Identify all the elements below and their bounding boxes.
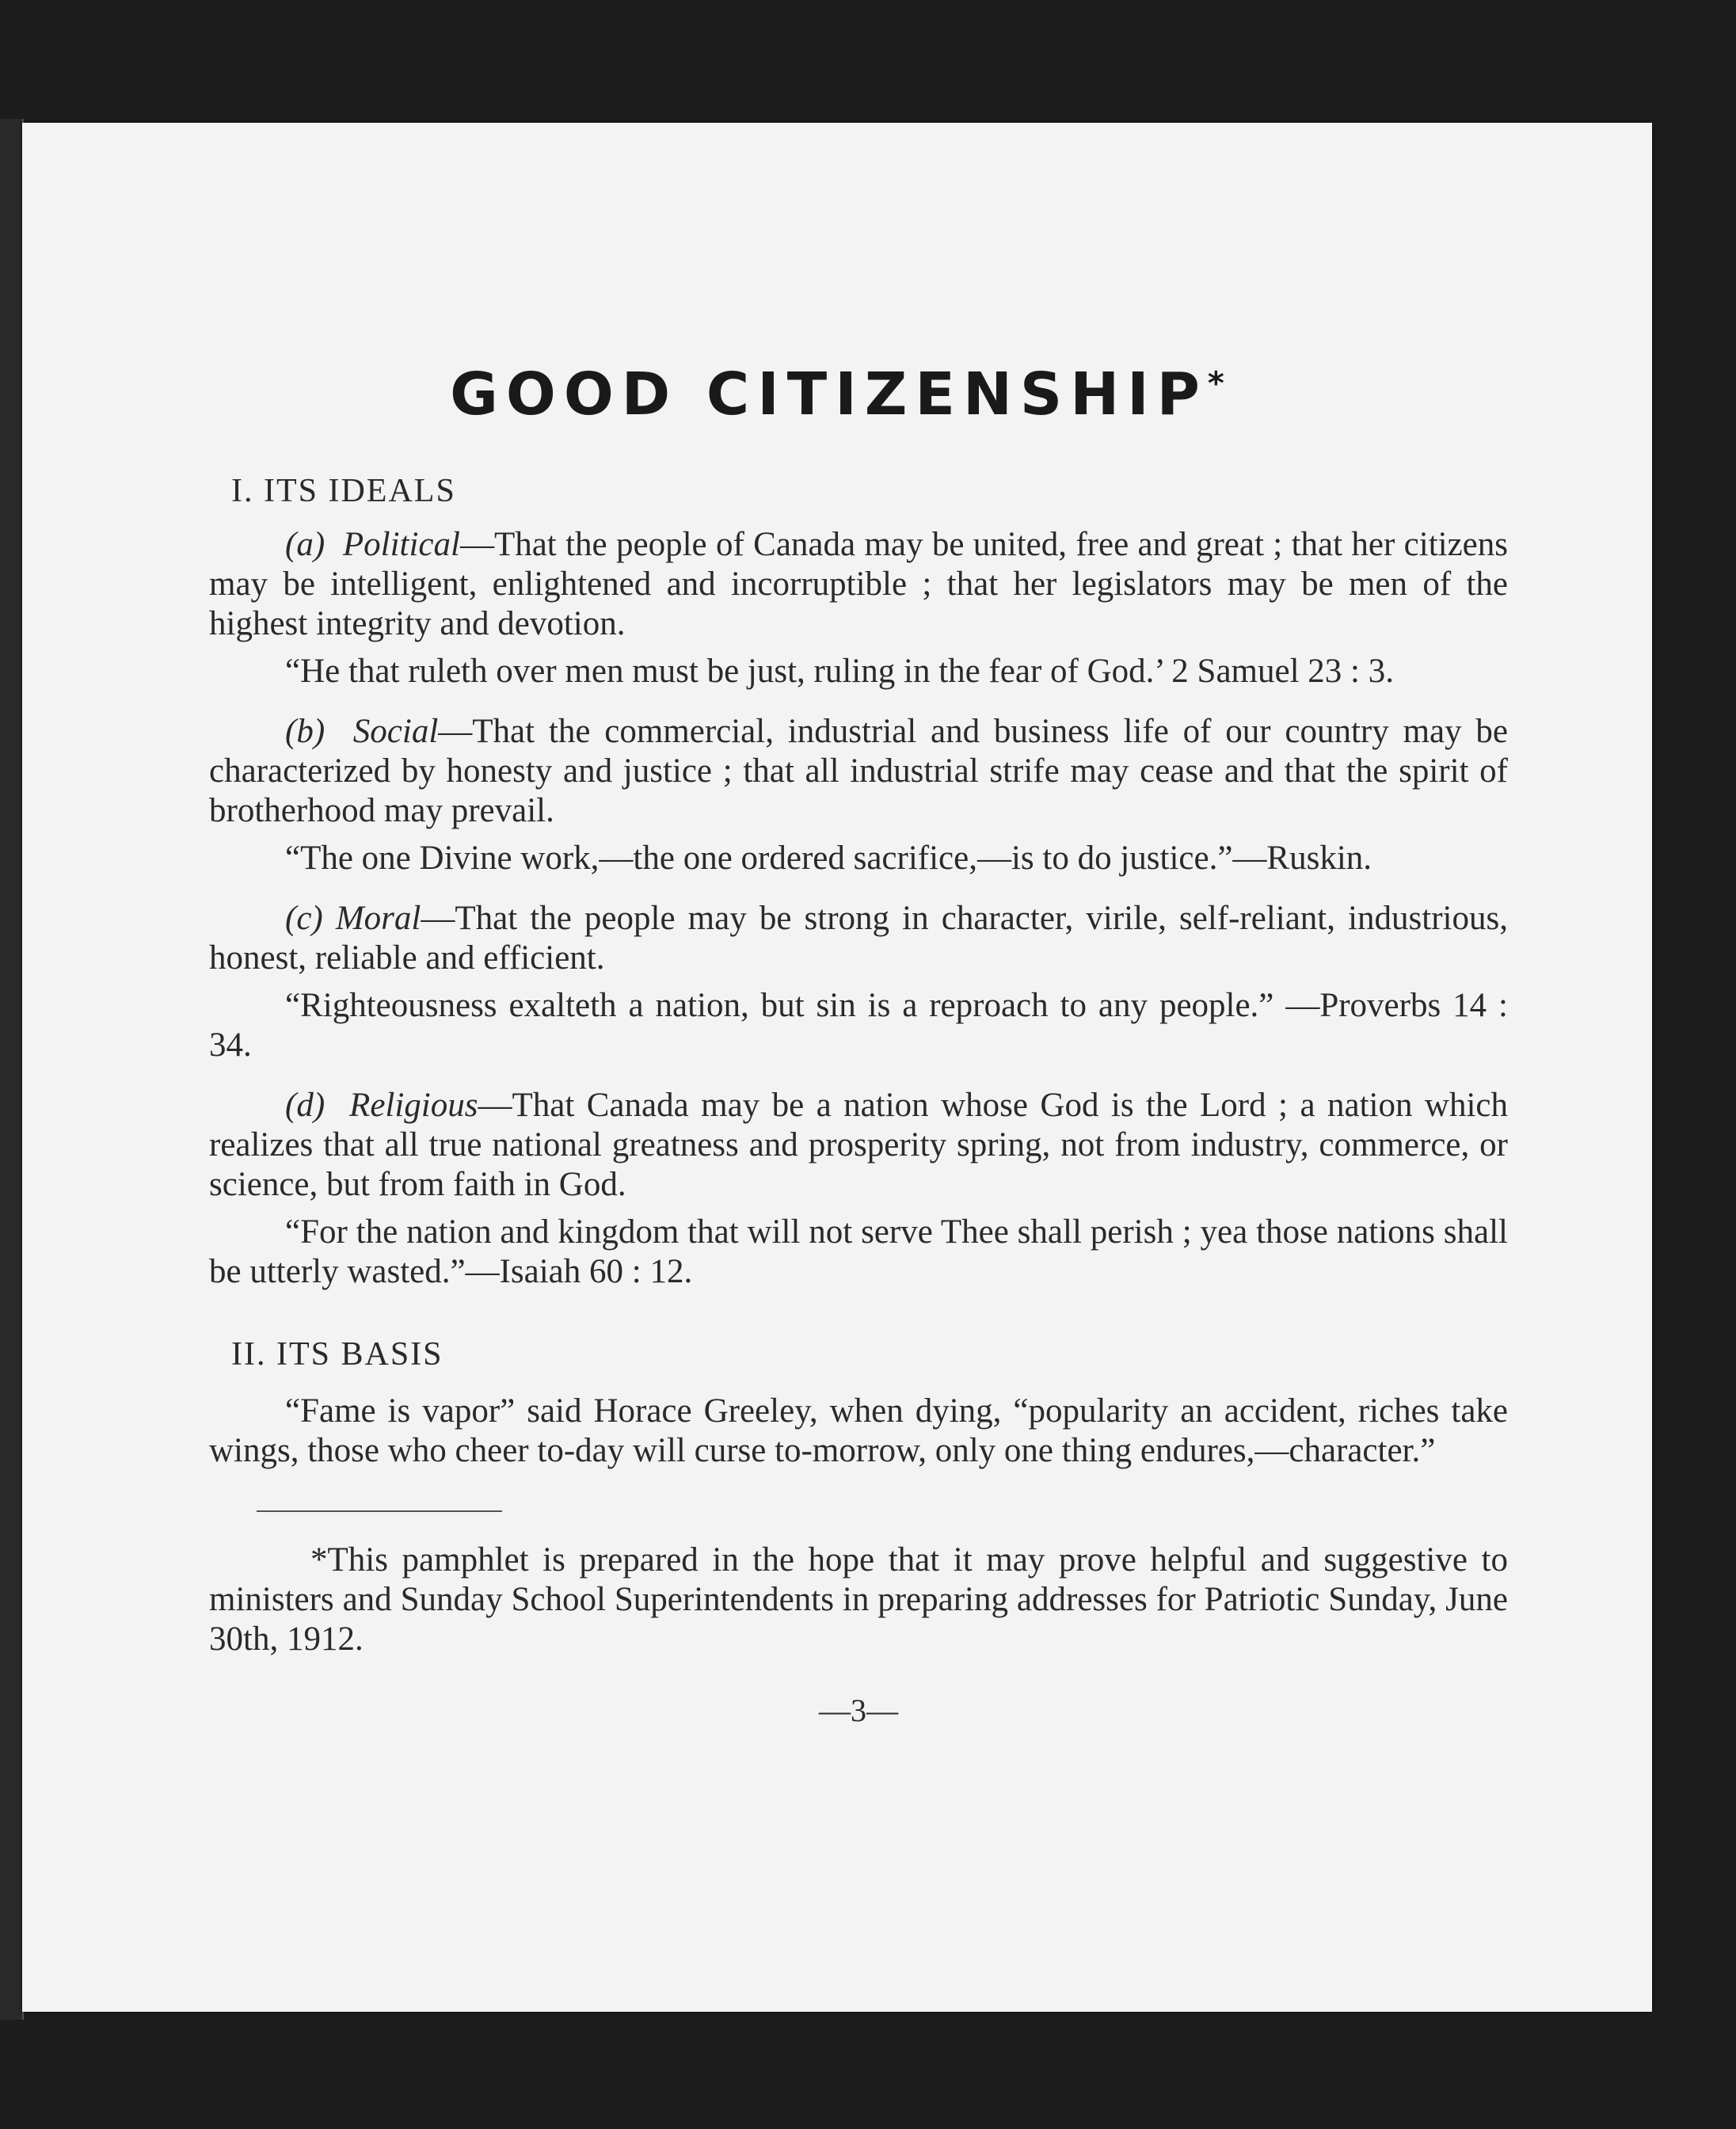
basis-paragraph: “Fame is vapor” said Horace Greeley, when dying, “popularity an accident, riches take wings, those who cheer to-day will curse to-morrow, only one thing endures,—character.” (209, 1392, 1508, 1469)
ideal-letter: (a) (285, 526, 326, 563)
title-footnote-mark: * (1207, 365, 1224, 402)
ideal-moral (209, 899, 1508, 978)
ideal-quote: “The one Divine work,—the one ordered sacrifice,—is to do justice.”—Ruskin. (285, 840, 1372, 877)
ideal-label: Social (352, 713, 439, 750)
ideal-text: —That Canada may be a nation whose God is the Lord ; a nation which realizes that all true national greatness and prosperity spring, not from industry, commerce, or science, but from faith in God. (209, 1087, 1508, 1203)
ideal-quote: “For the nation and kingdom that will not serve Thee shall perish ; yea those nations shall be utterly wasted.”—Isaiah 60 : 12. (209, 1213, 1508, 1290)
ideal-text: —That the people of Canada may be united, free and great ; that her citizens may be intelligent, enlightened and incorruptible ; that her legislators may be men of the highest integrity and devotion. (209, 526, 1509, 642)
title-text: GOOD CITIZENSHIP (450, 360, 1208, 428)
ideal-quote: “He that ruleth over men must be just, ruling in the fear of God.’ 2 Samuel 23 : 3. (285, 653, 1394, 690)
ideal-label: Moral (335, 900, 421, 937)
ideal-letter: (d) (285, 1087, 326, 1124)
ideal-label: Political (342, 526, 460, 563)
section-heading-basis: II. ITS BASIS (231, 1336, 444, 1373)
ideal-religious (209, 1086, 1508, 1205)
ideal-quote: “Righteousness exalteth a nation, but sin is a reproach to any people.” —Proverbs 14 : 34. (209, 987, 1508, 1064)
footnote-divider (257, 1510, 502, 1512)
ideal-letter: (b) (285, 713, 326, 750)
page-number: —3— (819, 1693, 898, 1728)
scan-edge (0, 119, 24, 2020)
page-title (22, 360, 1652, 428)
ideal-label: Religious (349, 1087, 478, 1124)
section-heading-ideals: I. ITS IDEALS (231, 473, 456, 509)
ideal-letter: (c) (285, 900, 323, 937)
pamphlet-page (22, 123, 1652, 2012)
ideal-text: —That the people may be strong in character, virile, self-reliant, industrious, honest, reliable and efficient. (209, 900, 1508, 977)
ideal-text: —That the commercial, industrial and business life of our country may be characterized by honesty and justice ; that all industrial strife may cease and that the spirit of brotherhood may prevail. (209, 713, 1509, 829)
page-content (209, 471, 1508, 1731)
footnote: *This pamphlet is prepared in the hope that it may prove helpful and suggestive to ministers and Sunday School Superintendents in preparing addresses for Patriotic Sunday, June 30th, 1912. (209, 1541, 1508, 1658)
ideal-political (209, 525, 1508, 644)
ideal-social (209, 712, 1508, 831)
